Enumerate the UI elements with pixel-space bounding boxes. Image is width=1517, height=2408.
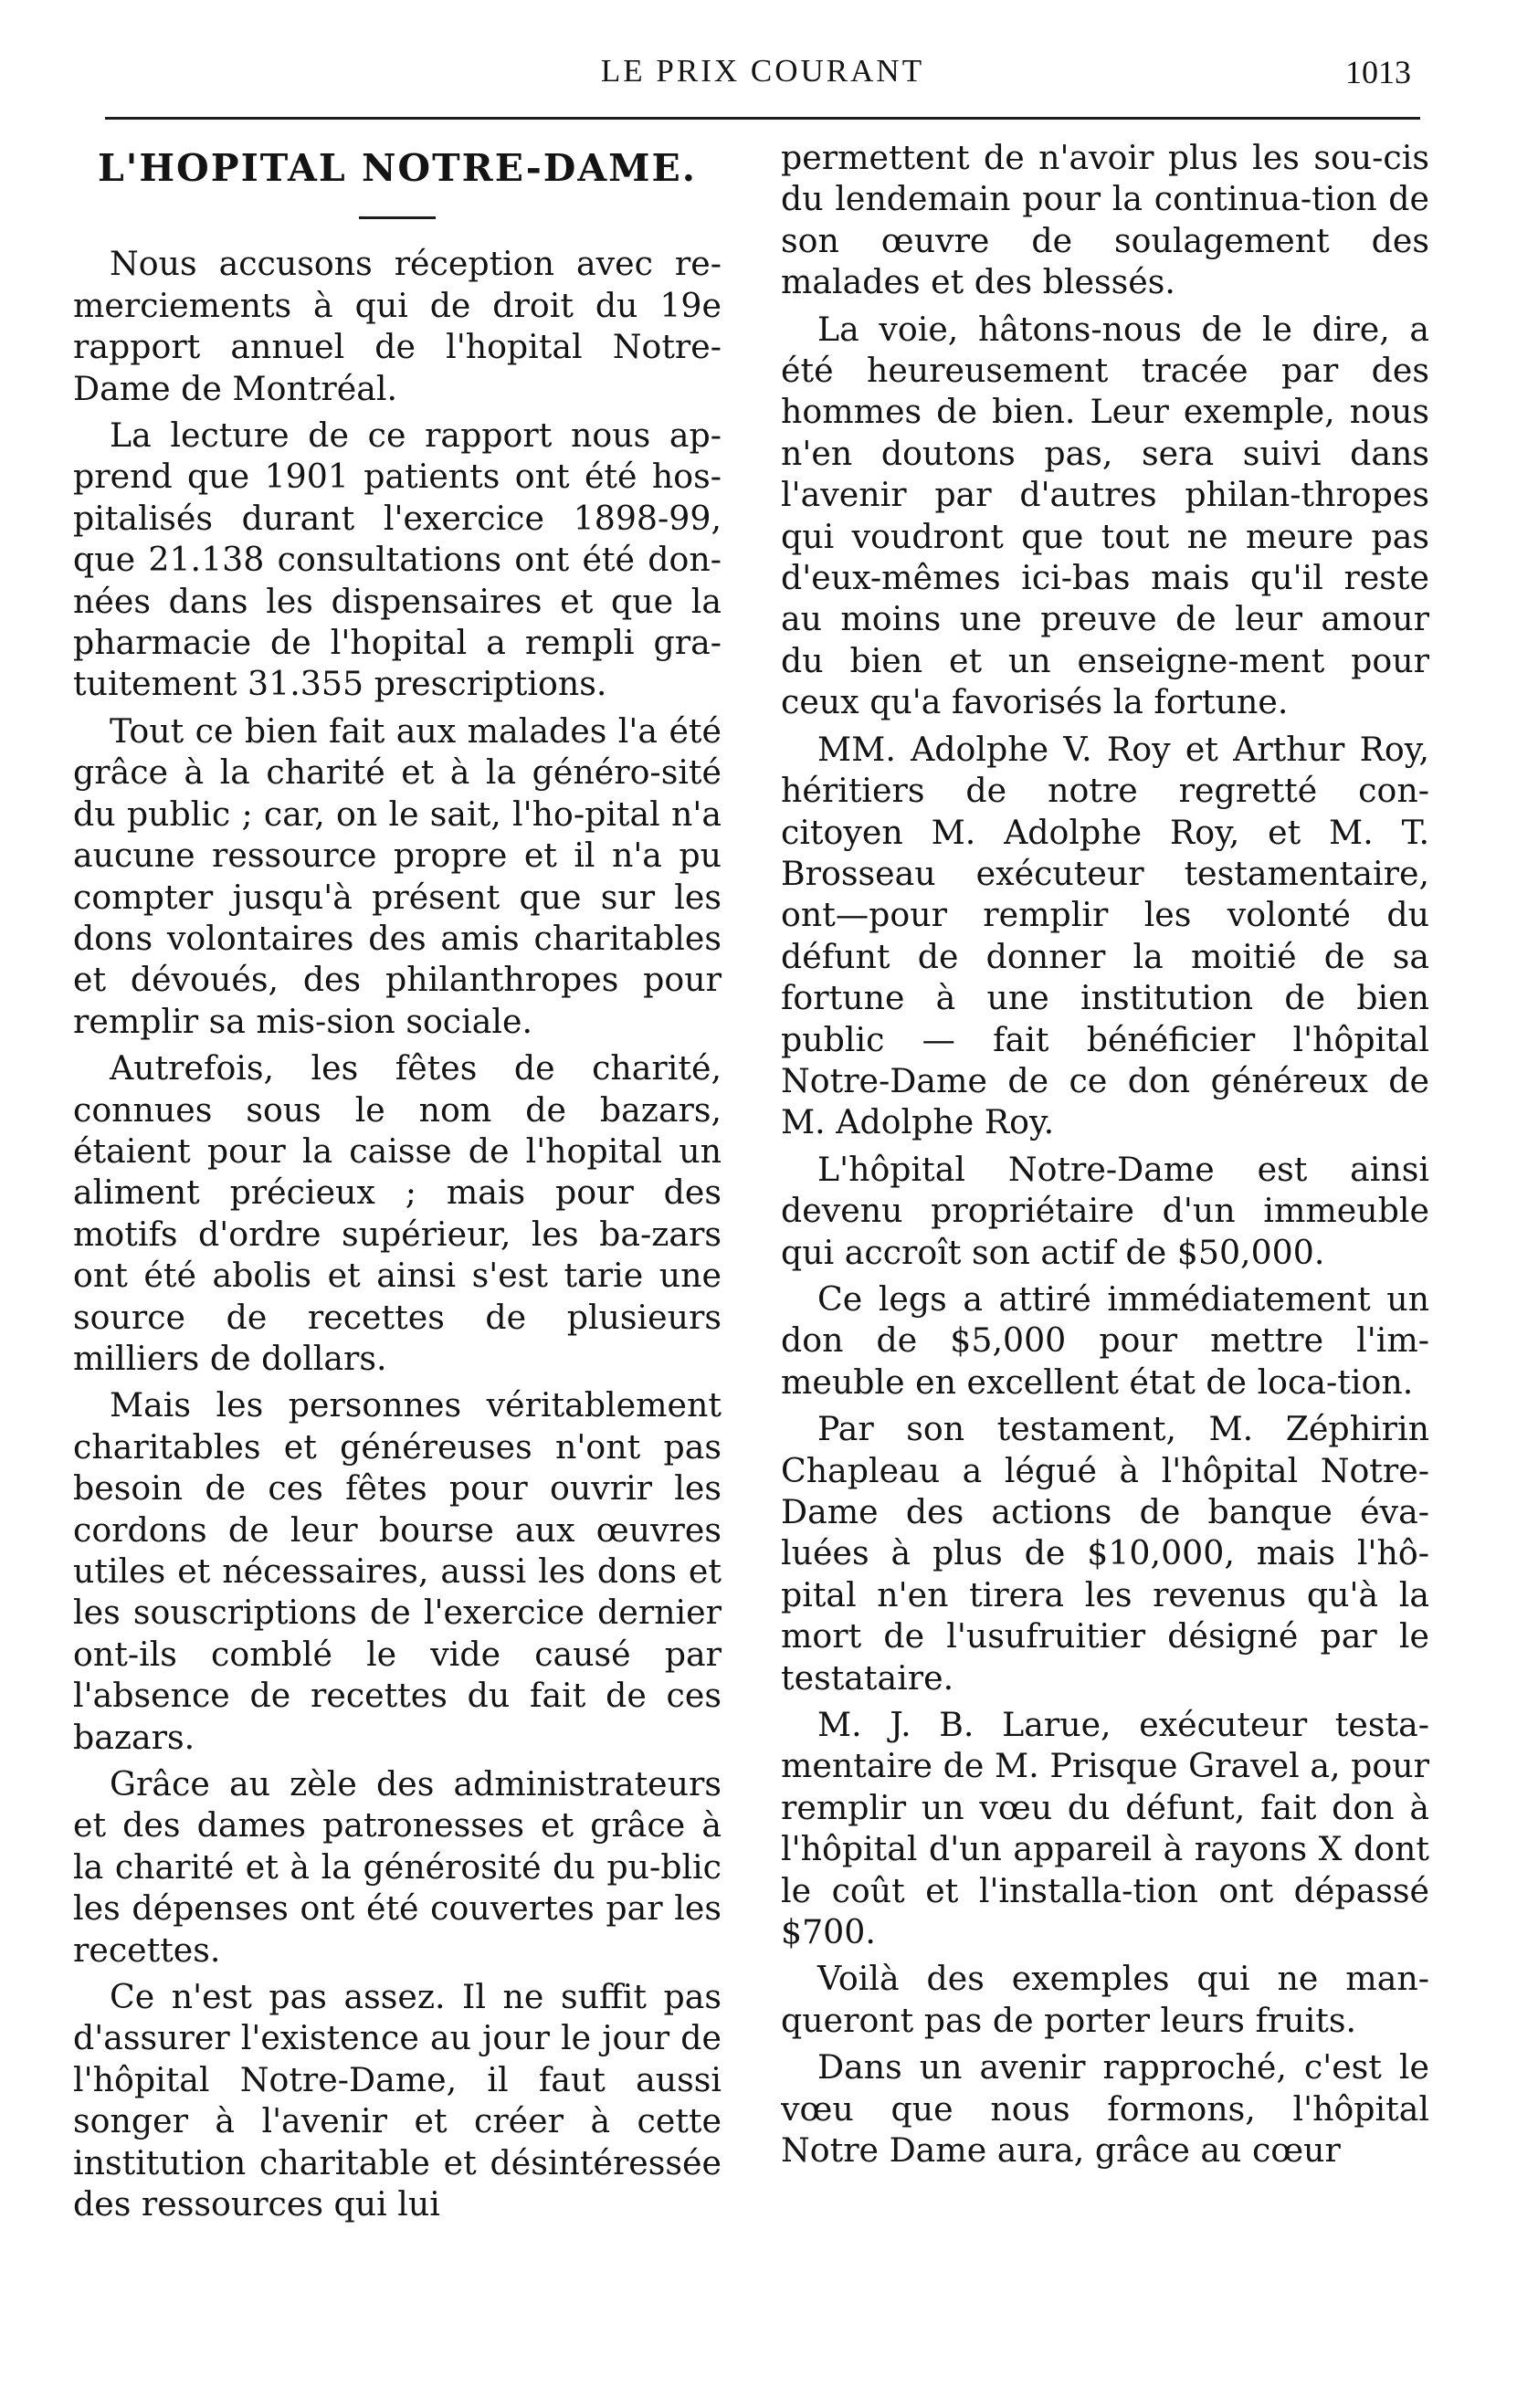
paragraph: Nous accusons réception avec re-merciements à qui de droit du 19e rapport annuel de l'hopital Notre-Dame de Montréal. [73,244,722,408]
paragraph: Grâce au zèle des administrateurs et des dames patronesses et grâce à la charité et à la générosité du pu-blic les dépenses ont été couvertes par les recettes. [73,1764,722,1970]
paragraph: La voie, hâtons-nous de le dire, a été heureusement tracée par des hommes de bien. Leur exemple, nous n'en doutons pas, sera suivi dans l'avenir par d'autres philan-thropes qui voudront que tout ne meure pas d'eux-mêmes ici-bas mais qu'il reste au moins une preuve de leur amour du bien et un enseigne-ment pour ceux qu'a favorisés la fortune. [781,309,1429,722]
title-divider [359,216,436,219]
paragraph: permettent de n'avoir plus les sou-cis du lendemain pour la continua-tion de son œuvre de soulagement des malades et des blessés. [781,138,1429,302]
left-column [73,137,722,2347]
right-column [781,137,1429,2347]
paragraph: M. J. B. Larue, exécuteur testa-mentaire de M. Prisque Gravel a, pour remplir un vœu du défunt, fait don à l'hôpital d'un appareil à rayons X dont le coût et l'installa-tion ont dépassé $700. [781,1705,1429,1952]
article-title: L'HOPITAL NOTRE-DAME. [97,146,698,190]
paragraph: L'hôpital Notre-Dame est ainsi devenu propriétaire d'un immeuble qui accroît son actif de $50,000. [781,1149,1429,1272]
paragraph: Ce n'est pas assez. Il ne suffit pas d'assurer l'existence au jour le jour de l'hôpital Notre-Dame, il faut aussi songer à l'avenir et créer à cette institution charitable et désintéressée des ressources qui lui [73,1977,722,2224]
running-head [105,53,1420,108]
paragraph: Tout ce bien fait aux malades l'a été grâce à la charité et à la généro-sité du public ; car, on le sait, l'ho-pital n'a aucune ressource propre et il n'a pu compter jusqu'à présent que sur les dons volontaires des amis charitables et dévoués, des philanthropes pour remplir sa mis-sion sociale. [73,710,722,1041]
paragraph: Dans un avenir rapproché, c'est le vœu que nous formons, l'hôpital Notre Dame aura, grâce au cœur [781,2047,1429,2171]
page-number: 1013 [1345,54,1411,90]
paragraph: MM. Adolphe V. Roy et Arthur Roy, héritiers de notre regretté con-citoyen M. Adolphe Roy, et M. T. Brosseau exécuteur testamentaire, ont—pour remplir les volonté du défunt de donner la moitié de sa fortune à une institution de bien public — fait bénéficier l'hôpital Notre-Dame de ce don généreux de M. Adolphe Roy. [781,729,1429,1142]
paragraph: Mais les personnes véritablement charitables et généreuses n'ont pas besoin de ces fêtes pour ouvrir les cordons de leur bourse aux œuvres utiles et nécessaires, aussi les dons et les souscriptions de l'exercice dernier ont-ils comblé le vide causé par l'absence de recettes du fait de ces bazars. [73,1385,722,1757]
paragraph: La lecture de ce rapport nous ap-prend que 1901 patients ont été hos-pitalisés durant l'exercice 1898-99, que 21.138 consultations ont été don-nées dans les dispensaires et que la pharmacie de l'hopital a rempli gra-tuitement 31.355 prescriptions. [73,415,722,704]
paragraph: Voilà des exemples qui ne man-queront pas de porter leurs fruits. [781,1959,1429,2040]
paragraph: Autrefois, les fêtes de charité, connues sous le nom de bazars, étaient pour la caisse de l'hopital un aliment précieux ; mais pour des motifs d'ordre supérieur, les ba-zars ont été abolis et ainsi s'est tarie une source de recettes de plusieurs milliers de dollars. [73,1048,722,1378]
paragraph: Par son testament, M. Zéphirin Chapleau a légué à l'hôpital Notre-Dame des actions de banque éva-luées à plus de $10,000, mais l'hô-pital n'en tirera les revenus qu'à la mort de l'usufruitier désigné par le testataire. [781,1409,1429,1698]
running-title: LE PRIX COURANT [600,53,925,89]
paragraph: Ce legs a attiré immédiatement un don de $5,000 pour mettre l'im-meuble en excellent état de loca-tion. [781,1278,1429,1402]
header-rule [105,117,1420,120]
